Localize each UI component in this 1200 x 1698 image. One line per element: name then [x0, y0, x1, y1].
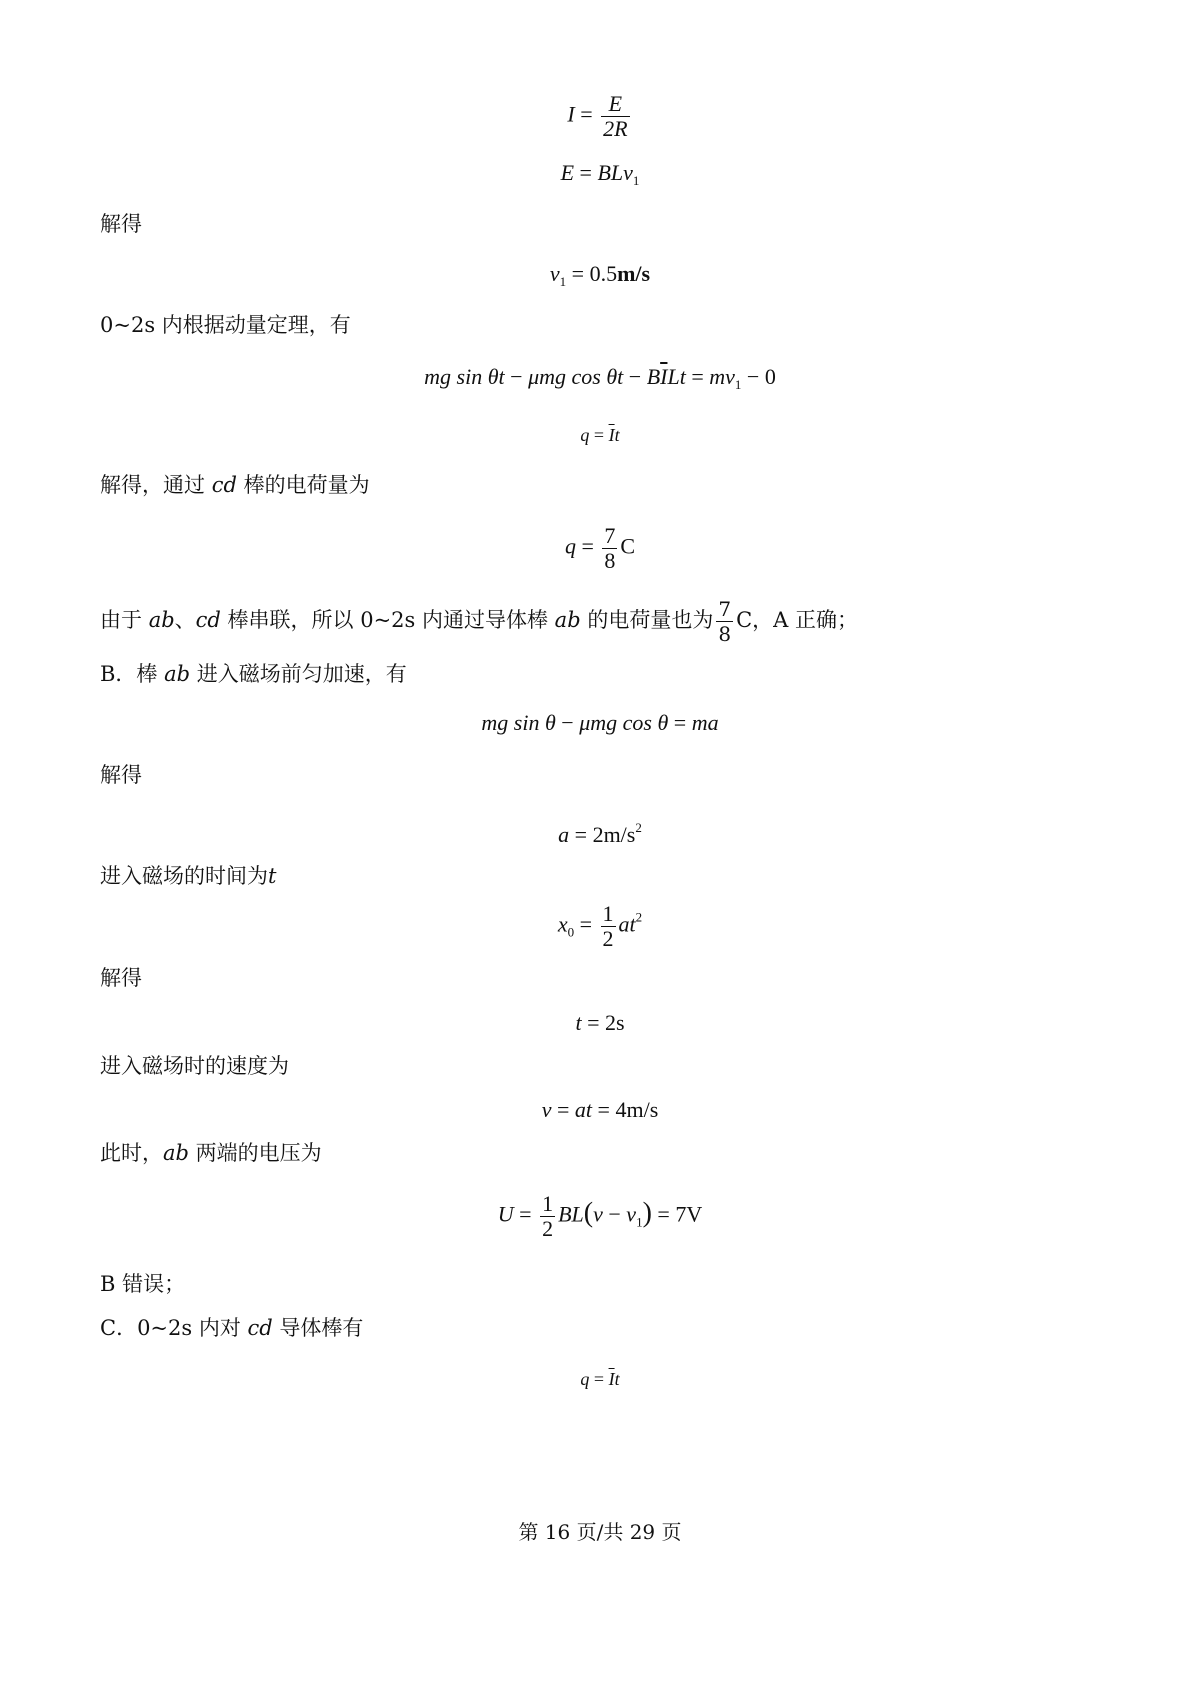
paragraph-jiede-2: 解得	[100, 763, 142, 787]
equation-displacement: $x_0$ = $\frac{1}{2}$ $at^2$	[557, 901, 643, 951]
equation-charge-def-2: $q = \overline{I}t$	[580, 1369, 620, 1389]
paragraph-jiede-1: 解得	[100, 212, 142, 236]
paragraph-charge: 解得，通过 cd 棒的电荷量为	[100, 473, 370, 497]
page-footer: 第 16 页/共 29 页	[518, 1520, 682, 1544]
paragraph-momentum: 0~2s 内根据动量定理，有	[100, 313, 351, 337]
equation-v1: $v_1 = 0.5m/s$	[549, 261, 651, 289]
fraction: $\frac{E}{2R}$	[603, 91, 628, 141]
paragraph-jiede-3: 解得	[100, 966, 142, 990]
equation-charge-def: $q = \overline{I}t$	[580, 425, 620, 445]
paragraph-speed: 进入磁场时的速度为	[100, 1054, 289, 1078]
equation-voltage: U = $\frac{1}{2}$ $BL(v - v_1) = 7V$	[497, 1191, 703, 1241]
equation-speed: v = at = 4m/s	[541, 1097, 659, 1122]
fraction: $\frac{7}{8}$	[604, 523, 616, 573]
equation-momentum: mg sin θt − μmg $\cos \theta t - B\overline{I}Lt = mv_1 - 0$	[424, 364, 776, 392]
paragraph-voltage: 此时，ab 两端的电压为	[100, 1141, 322, 1165]
fraction: $\frac{1}{2}$	[602, 901, 614, 951]
fraction: $\frac{7}{8}$	[718, 597, 732, 646]
paragraph-b-wrong: B 错误；	[100, 1272, 186, 1296]
paragraph-time: 进入磁场的时间为t	[100, 864, 277, 888]
equation-acceleration: $a = 2m/s^2$	[558, 820, 642, 847]
paragraph-option-c: C．0~2s 内对 cd 导体棒有	[100, 1316, 364, 1340]
equation-current: I = $\frac{E}{2R}$	[567, 91, 628, 141]
equation-newton: mg sin θ − μmg cos θ = ma	[481, 710, 719, 735]
paragraph-option-b: B．棒 ab 进入磁场前匀加速，有	[100, 662, 407, 686]
fraction: $\frac{1}{2}$	[542, 1191, 554, 1241]
paragraph-option-a: 由于 ab、cd 棒串联，所以 0~2s 内通过导体棒 ab 的电荷量也为 $\frac{7}{8}$ C，A 正确；	[100, 597, 858, 646]
equation-charge-value: q = $\frac{7}{8}$ C	[564, 523, 636, 573]
equation-time-value: t = 2s	[575, 1010, 625, 1035]
equation-emf: E = BLv$_1$	[560, 160, 640, 188]
